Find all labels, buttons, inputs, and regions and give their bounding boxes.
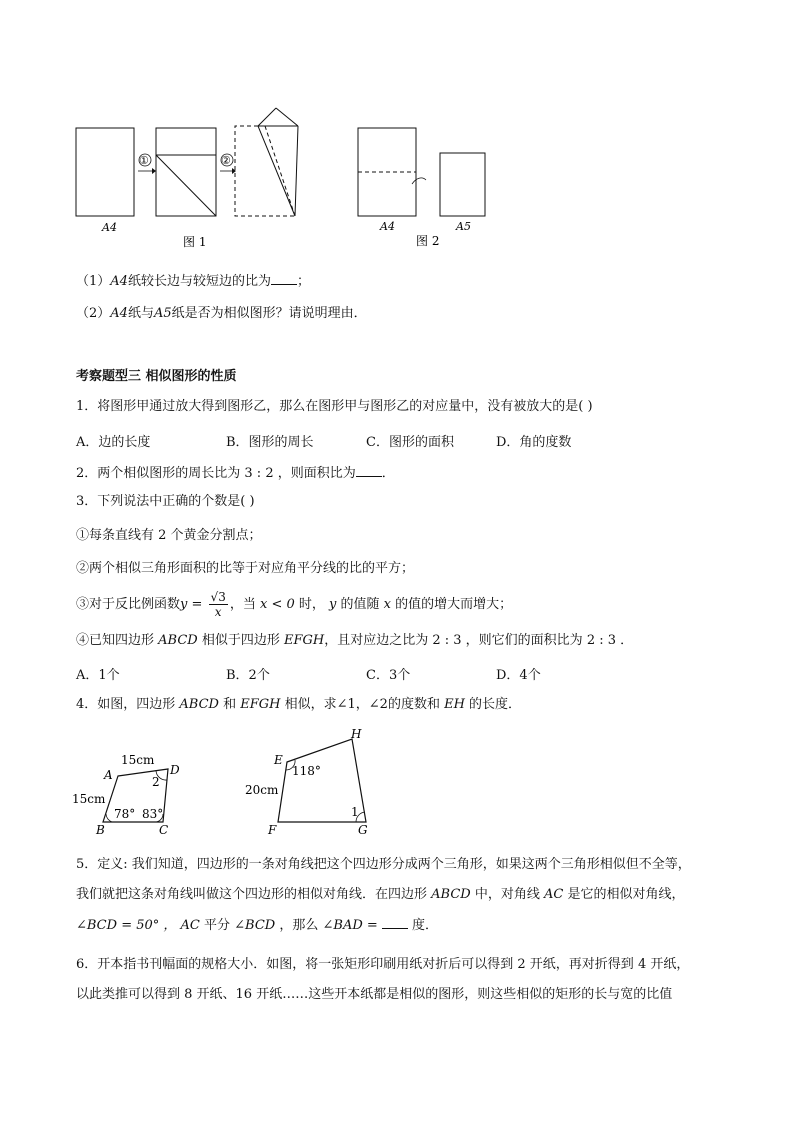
svg-text:G: G	[358, 823, 368, 837]
q1-stem: 1．将图形甲通过放大得到图形乙，那么在图形甲与图形乙的对应量中，没有被放大的是( )	[76, 399, 593, 414]
svg-text:83°: 83°	[142, 807, 164, 821]
figure-2-a4-label: A4	[380, 220, 395, 233]
svg-text:1: 1	[351, 805, 359, 819]
figure-1-folded-sheet	[156, 128, 216, 216]
part-2-text: 纸是否为相似图形？请说明理由．	[171, 306, 367, 321]
figure-2	[350, 120, 500, 250]
q3-option-c[interactable]: C．3个	[366, 668, 411, 683]
part-1-answer-blank[interactable]	[271, 272, 297, 285]
q3-option-b[interactable]: B．2个	[226, 668, 270, 683]
q3-option-d[interactable]: D．4个	[496, 668, 541, 683]
figure-1-sheet	[76, 128, 134, 216]
figure-1	[70, 100, 310, 255]
q1-option-b[interactable]: B．图形的周长	[226, 435, 314, 450]
part-1-text: 纸较长边与较短边的比为	[127, 274, 271, 289]
figure-1-step1-label: ①	[139, 154, 149, 167]
q6-line-2: 以此类推可以得到 8 开纸、16 开纸……这些开本纸都是相似的图形，则这些相似的矩形的长与宽的比值	[76, 987, 673, 1002]
svg-text:C: C	[159, 823, 169, 837]
part-1-var: A4	[110, 274, 128, 289]
q3-statement-4: ④已知四边形 ABCD 相似于四边形 EFGH，且对应边之比为 2 : 3 ，则它们的面积比为 2 : 3 ．	[76, 633, 634, 648]
section-title: 考察题型三 相似图形的性质	[76, 369, 237, 384]
figure-2-a5-label: A5	[456, 220, 471, 233]
figure-1-step2-label: ②	[221, 154, 231, 167]
part-1-prefix: （1）	[76, 274, 111, 289]
q3-stem: 3．下列说法中正确的个数是( )	[76, 494, 255, 509]
svg-text:78°: 78°	[114, 807, 136, 821]
q5-line-1: 5．定义: 我们知道，四边形的一条对角线把这个四边形分成两个三角形，如果这两个三角形相似但不全等，	[76, 857, 691, 872]
q3-fraction: $\frac{√3}{x}$	[210, 590, 226, 619]
part-2	[76, 305, 367, 323]
svg-text:D: D	[170, 763, 180, 777]
figure-1-second-fold	[235, 108, 298, 216]
q3-statement-2: ②两个相似三角形面积的比等于对应角平分线的比的平方；	[76, 561, 415, 576]
q4-stem: 4．如图，四边形 ABCD 和 EFGH 相似，求∠1，∠2的度数和 EH 的长度．	[76, 697, 522, 712]
svg-text:20cm: 20cm	[245, 783, 279, 797]
svg-text:E: E	[274, 753, 283, 767]
q2-answer-blank[interactable]	[356, 464, 382, 477]
q1-option-a[interactable]: A．边的长度	[76, 435, 151, 450]
figure-2-caption: 图 2	[416, 234, 440, 248]
q3-statement-1: ①每条直线有 2 个黄金分割点；	[76, 528, 262, 543]
svg-text:A: A	[104, 768, 113, 782]
figure-1-a4-label: A4	[102, 221, 117, 234]
svg-text:15cm: 15cm	[121, 753, 155, 767]
figure-1-caption: 图 1	[183, 235, 207, 249]
q2-stem: 2．两个相似图形的周长比为 3 : 2 ，则面积比为 ．	[76, 466, 395, 481]
q4-figure	[66, 724, 386, 840]
q1-option-d[interactable]: D．角的度数	[496, 435, 572, 450]
part-2-mid: 纸与	[127, 306, 154, 321]
q6-line-1: 6．开本指书刊幅面的规格大小．如图，将一张矩形印刷用纸对折后可以得到 2 开纸，再对折得到 4 开纸，	[76, 957, 690, 972]
q1-option-c[interactable]: C．图形的面积	[366, 435, 454, 450]
q3-option-a[interactable]: A．1个	[76, 668, 120, 683]
q5-answer-blank[interactable]	[382, 916, 408, 929]
q5-line-2: 我们就把这条对角线叫做这个四边形的相似对角线．在四边形 ABCD 中，对角线 AC 是它的相似对角线，	[76, 887, 685, 902]
svg-text:B: B	[96, 823, 105, 837]
svg-text:2: 2	[152, 775, 160, 789]
svg-text:F: F	[268, 823, 277, 837]
svg-text:H: H	[351, 727, 362, 741]
part-1-end: ；	[296, 274, 310, 289]
part-2-var1: A4	[110, 306, 128, 321]
svg-text:118°: 118°	[292, 764, 321, 778]
part-2-var2: A5	[153, 306, 172, 321]
svg-text:15cm: 15cm	[72, 792, 106, 806]
part-1	[76, 272, 310, 291]
part-2-prefix: （2）	[76, 306, 111, 321]
figure-2-a5-sheet	[440, 153, 485, 216]
q3-statement-3: ③对于反比例函数y = $\frac{√3}{x}$ ，当 x < 0 时， y 的值随 x 的值的增大而增大；	[76, 590, 513, 619]
q5-line-3: ∠BCD = 50° ， AC 平分 ∠BCD ，那么 ∠BAD = 度．	[76, 918, 439, 933]
